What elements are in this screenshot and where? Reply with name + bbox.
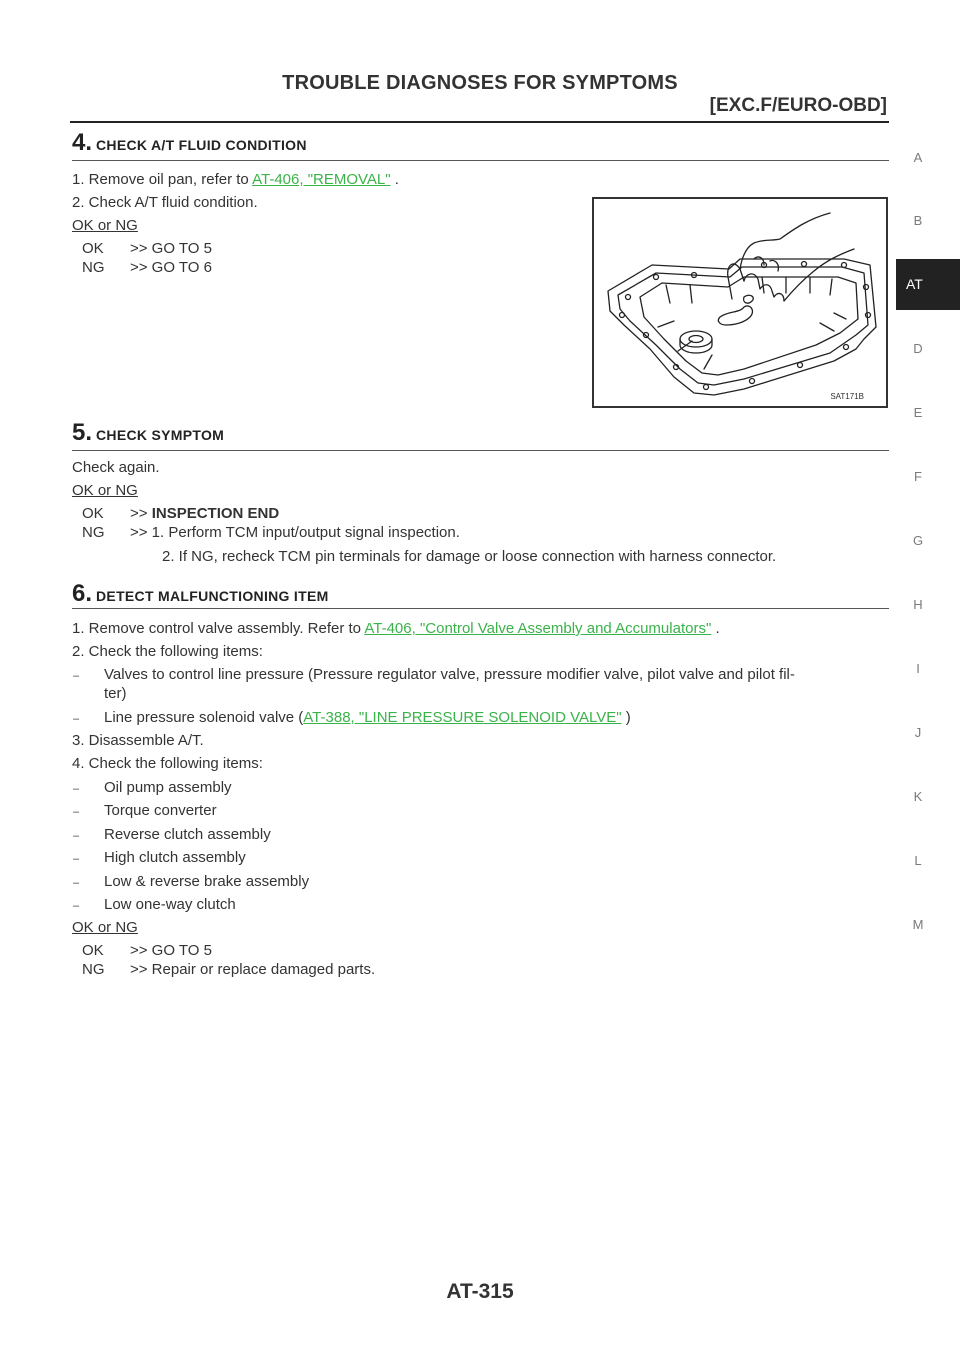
index-tab-h[interactable]: H (913, 597, 923, 612)
figure-id: SAT171B (830, 392, 864, 401)
index-tab-l[interactable]: L (914, 853, 922, 868)
dash-bullet: – (73, 877, 80, 889)
step-4-heading (72, 129, 307, 157)
page-number: AT-315 (446, 1280, 514, 1303)
step-6-line-2: 2. Check the following items: (72, 643, 263, 660)
index-tab-e[interactable]: E (913, 405, 923, 420)
dash-bullet: – (73, 670, 80, 682)
header-divider (70, 121, 889, 123)
ok-or-ng-label: OK or NG (72, 919, 138, 936)
ref-link-removal[interactable]: AT-406, "REMOVAL" (252, 171, 391, 188)
ref-link-control-valve[interactable]: AT-406, "Control Valve Assembly and Accumulators" (364, 620, 712, 637)
dash-bullet: – (73, 900, 80, 912)
index-tab-k[interactable]: K (913, 789, 923, 804)
index-tab-a[interactable]: A (913, 150, 923, 165)
index-tab-d[interactable]: D (913, 341, 923, 356)
index-tab-b[interactable]: B (913, 213, 923, 228)
step-divider (72, 608, 889, 609)
index-tab-f[interactable]: F (914, 469, 922, 484)
check-item: High clutch assembly (104, 849, 246, 866)
step-title: CHECK A/T FLUID CONDITION (96, 137, 307, 153)
ref-link-solenoid[interactable]: AT-388, "LINE PRESSURE SOLENOID VALVE" (303, 709, 622, 726)
oil-pan-illustration (592, 197, 888, 408)
result-ng: NG >> Repair or replace damaged parts. (82, 961, 376, 978)
step-title: CHECK SYMPTOM (96, 427, 225, 443)
step-5-line-1: Check again. (72, 459, 160, 476)
dash-bullet: – (73, 783, 80, 795)
step-6-line-1: 1. Remove control valve assembly. Refer to AT-406, "Control Valve Assembly and Accumulators" . (72, 620, 720, 637)
check-item: Torque converter (104, 802, 217, 819)
result-ok: OK >> GO TO 5 (82, 942, 212, 959)
check-item: Reverse clutch assembly (104, 826, 271, 843)
result-ok: OK >> INSPECTION END (82, 505, 280, 522)
check-item: Oil pump assembly (104, 779, 232, 796)
index-tab-g[interactable]: G (912, 533, 924, 548)
step-divider (72, 450, 889, 451)
result-ng: NG >> GO TO 6 (82, 259, 212, 276)
dash-bullet: – (73, 713, 80, 725)
step-divider (72, 160, 889, 161)
check-item: Low & reverse brake assembly (104, 873, 310, 890)
step-5-heading (72, 419, 224, 447)
check-item-solenoid: Line pressure solenoid valve (AT-388, "LINE PRESSURE SOLENOID VALVE" ) (104, 709, 631, 726)
step-6-line-3: 3. Disassemble A/T. (72, 732, 204, 749)
ok-or-ng-label: OK or NG (72, 217, 138, 234)
step-title: DETECT MALFUNCTIONING ITEM (96, 588, 329, 604)
result-ng: NG >> 1. Perform TCM input/output signal inspection. (82, 524, 460, 541)
page-title: TROUBLE DIAGNOSES FOR SYMPTOMS (282, 72, 678, 94)
step-number: 4. (72, 129, 93, 156)
oil-pan-drawing (594, 199, 886, 406)
dash-bullet: – (73, 830, 80, 842)
index-tab-at-active[interactable]: AT (896, 259, 960, 310)
page-subtitle: [EXC.F/EURO-OBD] (709, 95, 887, 116)
check-item-valves-cont: ter) (104, 685, 127, 702)
result-ng-line-2: 2. If NG, recheck TCM pin terminals for damage or loose connection with harness connector. (162, 548, 777, 565)
step-6-line-4: 4. Check the following items: (72, 755, 263, 772)
dash-bullet: – (73, 806, 80, 818)
step-number: 5. (72, 419, 93, 446)
check-item-valves: Valves to control line pressure (Pressure regulator valve, pressure modifier valve, pilot valve and pilot fil- (104, 666, 795, 683)
index-tab-i[interactable]: I (916, 661, 920, 676)
index-tab-j[interactable]: J (914, 725, 922, 740)
index-tab-m[interactable]: M (912, 917, 924, 932)
step-4-line-2: 2. Check A/T fluid condition. (72, 194, 258, 211)
step-6-heading (72, 580, 329, 608)
dash-bullet: – (73, 853, 80, 865)
check-item: Low one-way clutch (104, 896, 236, 913)
result-ok: OK >> GO TO 5 (82, 240, 212, 257)
step-number: 6. (72, 580, 93, 607)
ok-or-ng-label: OK or NG (72, 482, 138, 499)
step-4-line-1: 1. Remove oil pan, refer to AT-406, "REMOVAL" . (72, 171, 399, 188)
